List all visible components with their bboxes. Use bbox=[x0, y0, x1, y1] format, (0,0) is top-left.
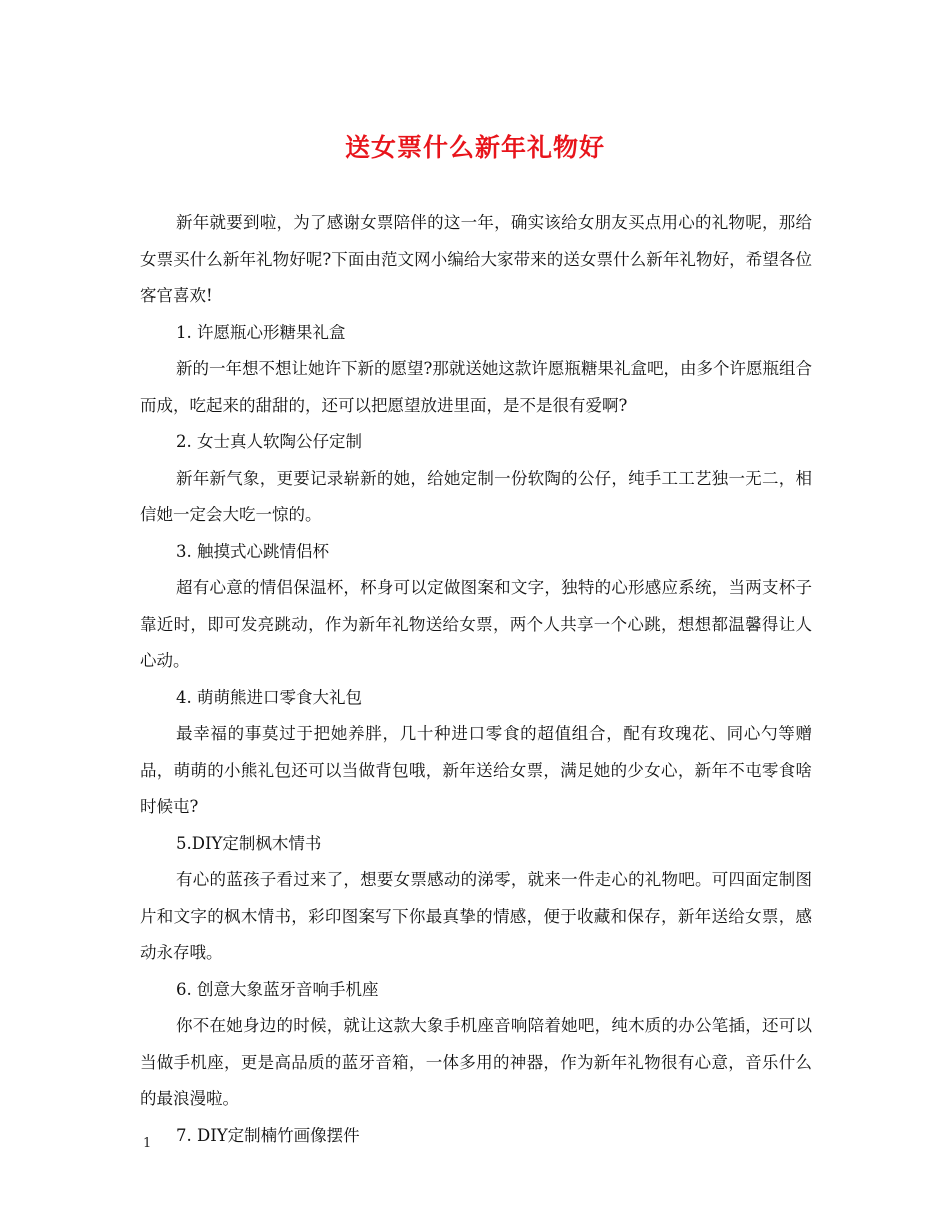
section-heading-7: 7. DIY定制楠竹画像摆件 bbox=[176, 1125, 360, 1145]
section-heading-5: 5.DIY定制枫木情书 bbox=[176, 833, 322, 853]
intro-paragraph: 新年就要到啦，为了感谢女票陪伴的这一年，确实该给女朋友买点用心的礼物呢，那给女票买什么新年礼物好呢?下面由范文网小编给大家带来的送女票什么新年礼物好，希望各位客官喜欢! bbox=[140, 213, 812, 305]
section-heading-6: 6. 创意大象蓝牙音响手机座 bbox=[176, 979, 379, 999]
section-heading-2: 2. 女士真人软陶公仔定制 bbox=[176, 432, 362, 451]
section-body-5: 有心的蓝孩子看过来了，想要女票感动的涕零，就来一件走心的礼物吧。可四面定制图片和文字的枫木情书，彩印图案写下你最真挚的情感，便于收藏和保存，新年送给女票，感动永存哦。 bbox=[140, 870, 812, 962]
section-body-4: 最幸福的事莫过于把她养胖，几十种进口零食的超值组合，配有玫瑰花、同心勺等赠品，萌萌的小熊礼包还可以当做背包哦，新年送给女票，满足她的少女心，新年不屯零食啥时候屯? bbox=[140, 724, 812, 816]
section-body-1: 新的一年想不想让她许下新的愿望?那就送她这款许愿瓶糖果礼盒吧，由多个许愿瓶组合而成，吃起来的甜甜的，还可以把愿望放进里面，是不是很有爱啊? bbox=[140, 359, 812, 415]
section-heading-3: 3. 触摸式心跳情侣杯 bbox=[176, 541, 329, 561]
document-body bbox=[140, 205, 812, 1154]
section-body-2: 新年新气象，更要记录崭新的她，给她定制一份软陶的公仔，纯手工工艺独一无二，相信她一定会大吃一惊的。 bbox=[140, 468, 812, 524]
section-heading-1: 1. 许愿瓶心形糖果礼盒 bbox=[176, 322, 346, 342]
page-number: 1 bbox=[143, 1136, 152, 1151]
section-heading-4: 4. 萌萌熊进口零食大礼包 bbox=[176, 687, 362, 707]
section-body-3: 超有心意的情侣保温杯，杯身可以定做图案和文字，独特的心形感应系统，当两支杯子靠近时，即可发亮跳动，作为新年礼物送给女票，两个人共享一个心跳，想想都温馨得让人心动。 bbox=[140, 578, 812, 670]
page-title: 送女票什么新年礼物好 bbox=[344, 133, 605, 162]
section-body-6: 你不在她身边的时候，就让这款大象手机座音响陪着她吧，纯木质的办公笔插，还可以当做手机座，更是高品质的蓝牙音箱，一体多用的神器，作为新年礼物很有心意，音乐什么的最浪漫啦。 bbox=[140, 1016, 812, 1108]
